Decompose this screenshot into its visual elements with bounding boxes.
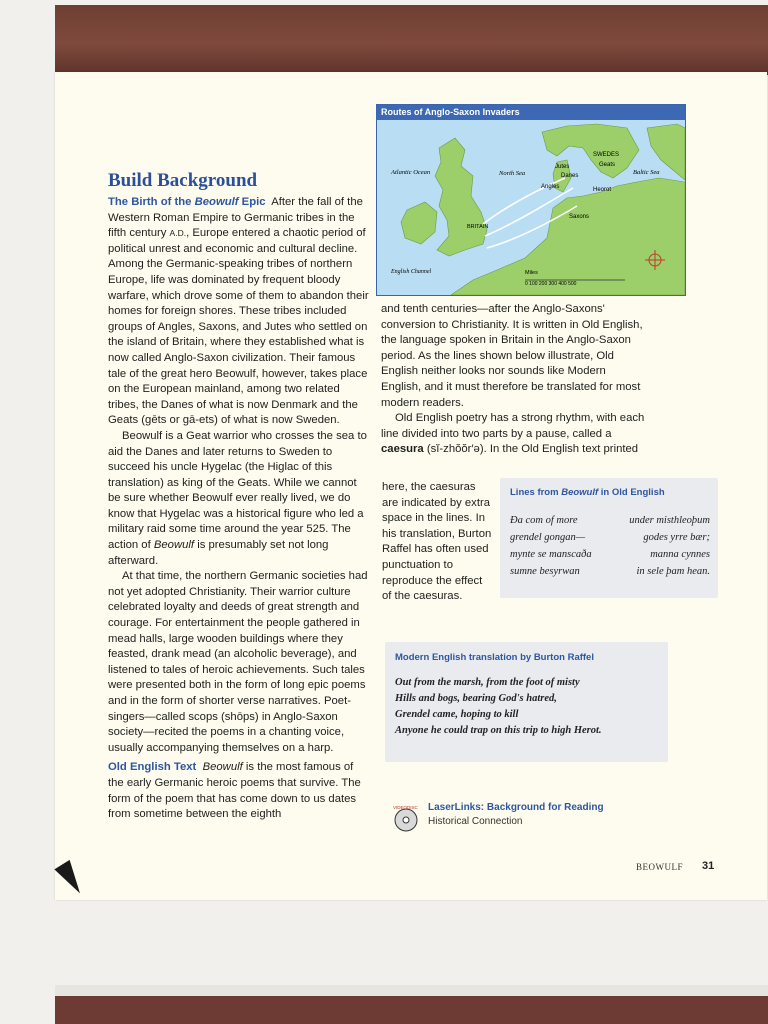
page-number: 31: [702, 860, 715, 872]
label-atlantic: Atlantic Ocean: [391, 169, 431, 176]
modern-english-line: Hills and bogs, bearing God's hatred,: [395, 693, 557, 704]
label-swedes: SWEDES: [593, 152, 620, 158]
oldenglish-paragraph-1: Old English Text Beowulf is the most famous of the early Germanic heroic poems that survive. The form of the poem that has come down to us dates from sometime between the eighth: [108, 761, 361, 821]
label-north-sea: North Sea: [499, 170, 526, 177]
videodisc-icon: [392, 804, 420, 832]
modern-english-line: Anyone he could trap on this trip to high Herot.: [395, 725, 602, 736]
left-column: [108, 170, 370, 823]
birth-paragraph-2: Beowulf is a Geat warrior who crosses the sea to aid the Danes and later returns to Sweden to succeed his uncle Hygelac (the Higlac of this translation) as king of the Geats. While we cannot be sure whether Beowulf ever really lived, we do know that Hygelac was a historical figure who led a military raid some time around the year 525. The action of Beowulf is presumably set not long afterward.: [108, 429, 367, 567]
label-baltic: Baltic Sea: [633, 169, 660, 176]
laserlinks-reference[interactable]: [392, 800, 642, 840]
modern-english-sidebar: [385, 642, 668, 762]
section-title: Build Background: [108, 170, 258, 191]
modern-english-line: Grendel came, hoping to kill: [395, 709, 519, 720]
map-title: Routes of Anglo-Saxon Invaders: [377, 105, 685, 120]
oldenglish-paragraph-2-cont: here, the caesuras are indicated by extra space in the lines. In his translation, Burton Raffel has often used punctuation to reproduce the effect of the caesuras.: [382, 481, 492, 603]
modern-english-title: Modern English translation by Burton Raffel: [395, 652, 594, 663]
scan-gap: [55, 985, 768, 996]
label-britain: BRITAIN: [467, 224, 489, 230]
map-figure: [376, 104, 686, 296]
label-danes: Danes: [561, 173, 579, 179]
running-head: BEOWULF: [636, 862, 683, 872]
laserlinks-title: LaserLinks: Background for Reading: [428, 802, 604, 813]
map-svg: [377, 120, 685, 295]
oldenglish-run-head: Old English Text: [108, 761, 197, 774]
old-english-line: sumne besyrwan in sele þam hean.: [510, 566, 710, 577]
label-geats: Geats: [599, 162, 616, 168]
old-english-line: mynte se manscaða manna cynnes: [510, 549, 710, 560]
old-english-lines: [510, 512, 710, 580]
label-miles: Miles: [525, 270, 538, 276]
videodisc-badge: VIDEODISC: [393, 805, 418, 810]
label-scale: 0 100 200 300 400 500: [525, 281, 577, 287]
laserlinks-subtitle: Historical Connection: [428, 816, 523, 827]
label-jutes: Jutes: [555, 164, 570, 170]
old-english-line: Ða com of more under misthleoþum: [510, 515, 710, 526]
next-page-band: [55, 996, 768, 1024]
top-color-band: [55, 5, 768, 75]
birth-run-head: The Birth of the Beowulf Epic: [108, 196, 266, 208]
modern-english-lines: [395, 675, 660, 739]
old-english-title: Lines from Beowulf in Old English: [510, 487, 665, 498]
label-heorot: Heorot: [593, 187, 612, 193]
birth-paragraph-3: At that time, the northern Germanic societies had not yet adopted Christianity. Their warrior culture celebrated loyalty and deeds of great strength and courage. For entertainment the people gathered in mead halls, large wooden buildings where they feasted, drank mead (an alcoholic beverage), and listened to tales of heroic achievements. Such tales were presented both in the form of long epic poems and in the form of shorter verse narratives. Poet-singers—called scops (shōps) in Anglo-Saxon society—recited the poems in a chanting voice, usually accompanying themselves on a harp.: [108, 570, 368, 754]
old-english-sidebar: [500, 478, 718, 598]
modern-english-line: Out from the marsh, from the foot of misty: [395, 677, 580, 688]
right-column: [381, 302, 649, 458]
oldenglish-paragraph-1-cont: and tenth centuries—after the Anglo-Saxons' conversion to Christianity. It is written in Old English, the language spoken in Britain in the Anglo-Saxon period. As the lines shown below illustrate, Old English neither looks nor sounds like Modern English, and it must therefore be translated for most modern readers.: [381, 303, 643, 409]
label-saxons: Saxons: [569, 214, 590, 220]
label-channel: English Channel: [391, 269, 432, 275]
oldenglish-paragraph-2: Old English poetry has a strong rhythm, with each line divided into two parts by a pause, called a caesura (sĭ-zhŏŏr′ə). In the Old English text printed: [381, 412, 645, 456]
birth-paragraph-1: The Birth of the Beowulf Epic After the fall of the Western Roman Empire to Germanic tribes in the fifth century A.D., Europe entered a chaotic period of political unrest and economic and cultural decline. Among the Germanic-speaking tribes of northern Europe, life was dominated by frequent bloody warfare, which drove some of them to abandon their homes for foreign shores. These tribes included groups of Angles, Saxons, and Jutes who settled on the island of Britain, where they established what is now called Anglo-Saxon civilization. Their famous tale of the great hero Beowulf, however, takes place on the European mainland, among two related tribes, the Danes of what is now Denmark and the Geats (gēts or gā-ets) of what is now Sweden.: [108, 196, 369, 427]
old-english-line: grendel gongan— godes yrre bær;: [510, 532, 710, 543]
label-angles: Angles: [541, 184, 560, 190]
